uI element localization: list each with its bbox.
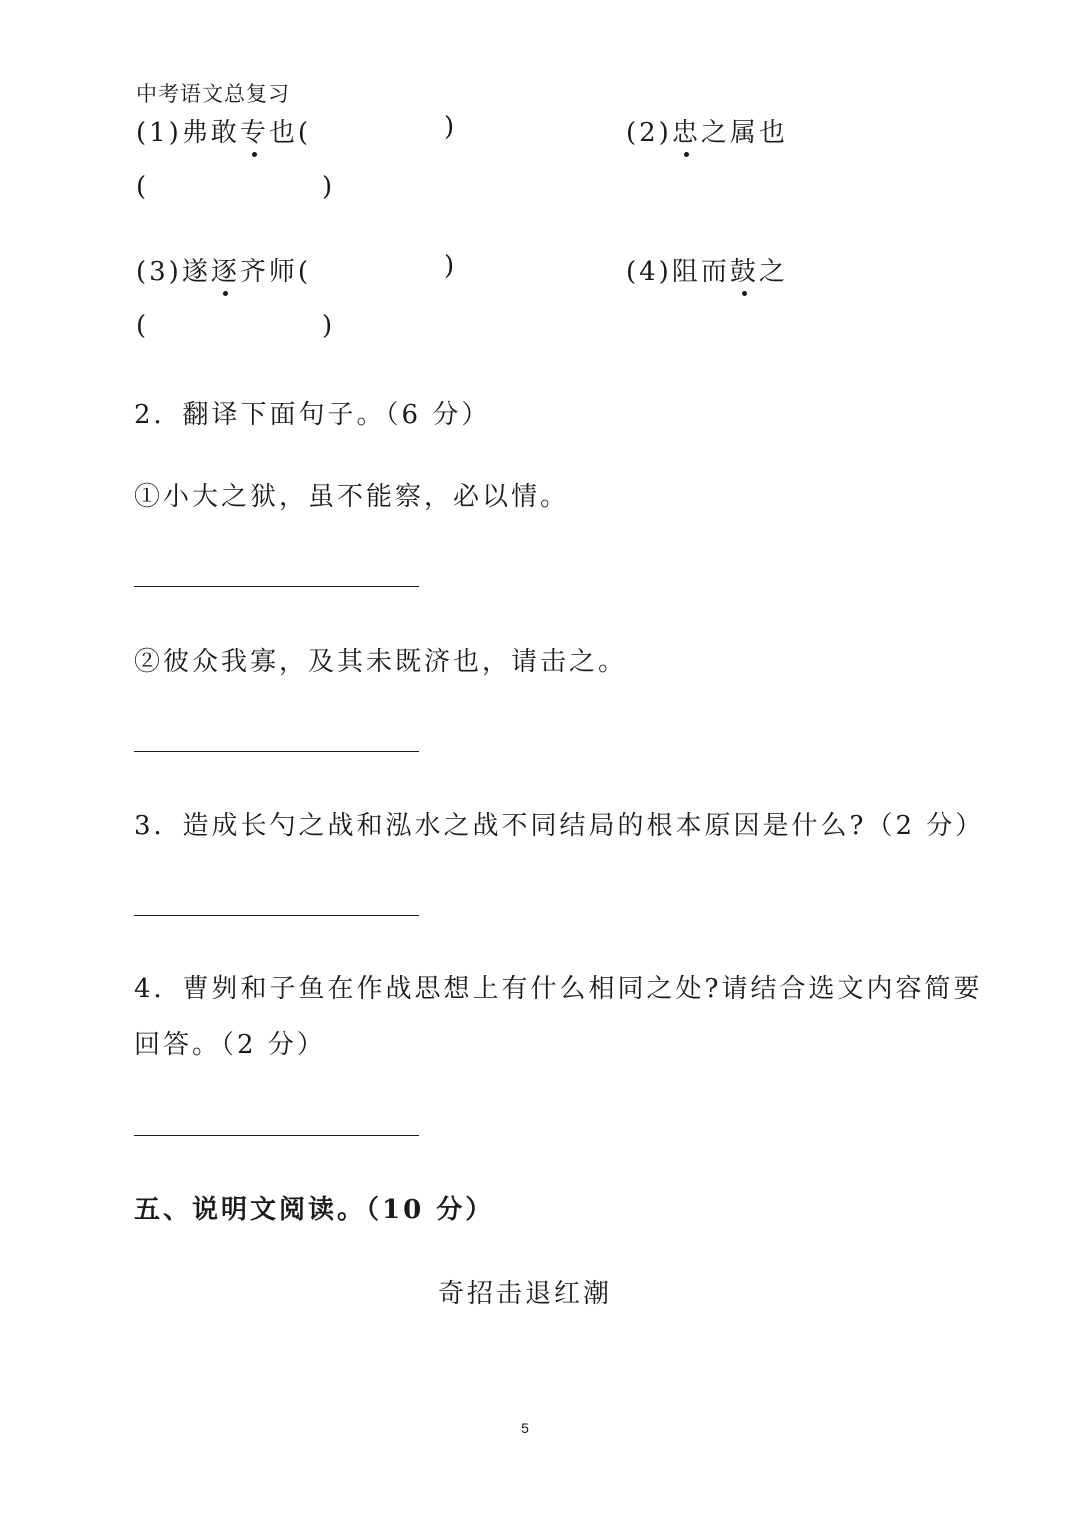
answer-line-2-1 <box>134 586 419 587</box>
question-3-prompt: 3．造成长勺之战和泓水之战不同结局的根本原因是什么?（2 分） <box>134 811 985 841</box>
article-title: 奇招击退红潮 <box>437 1279 612 1309</box>
vocab-item-3 <box>136 251 311 288</box>
answer-line-4 <box>134 1135 419 1136</box>
page-number: 5 <box>521 1420 529 1436</box>
vocab-item-3-pre: 遂 <box>181 257 211 287</box>
question-2-prompt: 2．翻译下面句子。（6 分） <box>134 400 491 430</box>
vocab-item-1-pre: 弗敢 <box>181 118 240 148</box>
vocab-item-3-post: 齐师( <box>239 257 312 287</box>
vocab-item-1-close: ) <box>444 112 458 142</box>
vocab-item-4-dotted-char: 鼓 <box>730 251 759 288</box>
vocab-item-3-dotted-char: 逐 <box>211 251 240 288</box>
question-4-prompt-line-2: 回答。（2 分） <box>134 1030 326 1060</box>
vocab-item-2 <box>626 112 788 149</box>
vocab-item-1-post: 也( <box>268 118 312 148</box>
vocab-item-1 <box>136 112 311 149</box>
vocab-item-4-paren-open: ( <box>136 311 150 341</box>
section-5-heading: 五、说明文阅读。（10 分） <box>134 1195 495 1225</box>
vocab-item-2-post: 之属也 <box>700 118 788 148</box>
vocab-item-2-paren-open: ( <box>136 172 150 202</box>
answer-line-3 <box>134 915 419 916</box>
vocab-item-2-label: (2) <box>626 118 672 148</box>
vocab-item-4-pre: 阻而 <box>671 257 730 287</box>
vocab-item-4 <box>626 251 788 288</box>
question-2-sentence-1: ①小大之狱，虽不能察，必以情。 <box>134 482 570 512</box>
vocab-item-2-dotted-char: 忠 <box>672 112 701 149</box>
answer-line-2-2 <box>134 751 419 752</box>
vocab-item-1-label: (1) <box>136 118 182 148</box>
question-4-prompt-line-1: 4．曹刿和子鱼在作战思想上有什么相同之处?请结合选文内容简要 <box>134 974 983 1004</box>
document-header: 中考语文总复习 <box>136 82 290 106</box>
vocab-item-3-label: (3) <box>136 257 182 287</box>
vocab-item-4-post: 之 <box>758 257 788 287</box>
vocab-item-4-paren-close: ) <box>322 311 336 341</box>
vocab-item-3-close: ) <box>444 251 458 281</box>
vocab-item-1-dotted-char: 专 <box>240 112 269 149</box>
vocab-item-4-label: (4) <box>626 257 672 287</box>
vocab-item-2-paren-close: ) <box>322 172 336 202</box>
question-2-sentence-2: ②彼众我寡，及其未既济也，请击之。 <box>134 647 628 677</box>
